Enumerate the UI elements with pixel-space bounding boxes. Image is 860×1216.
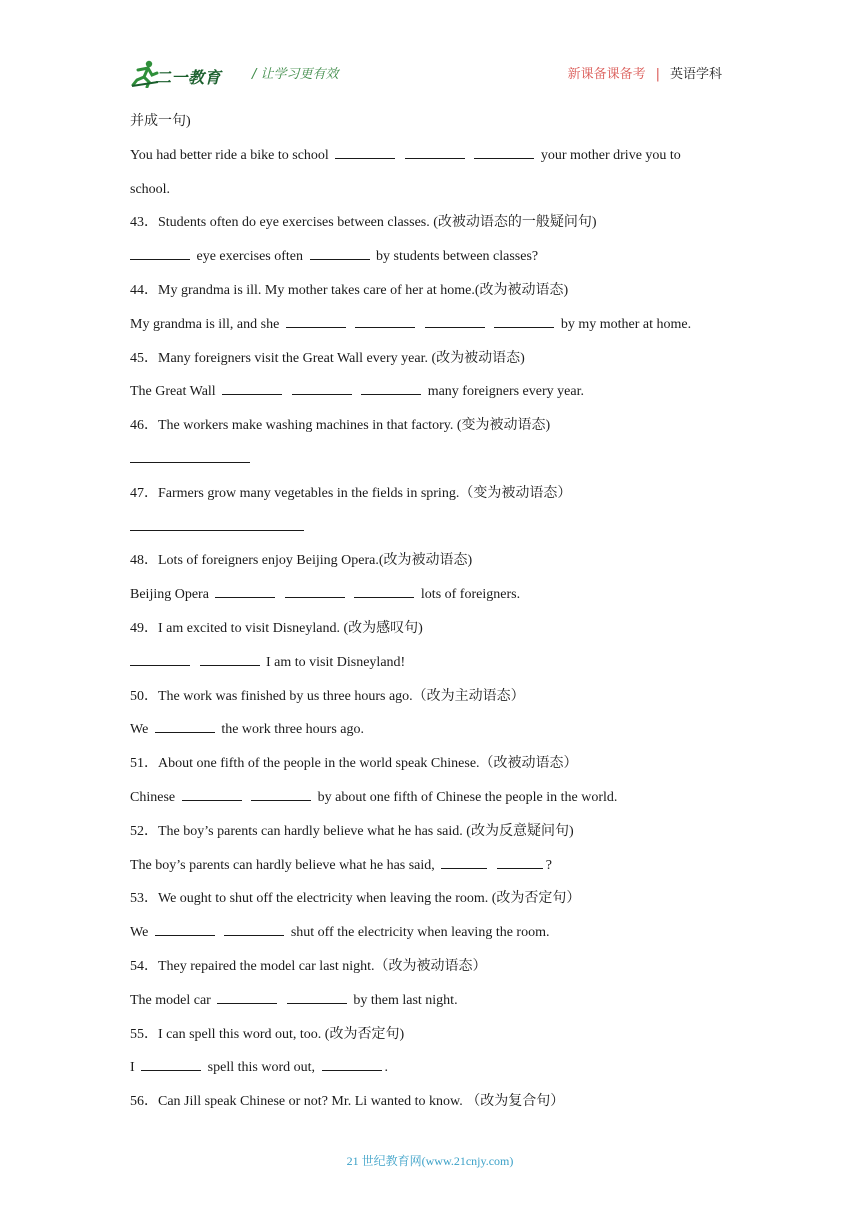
answer-suffix: by students between classes? [376, 249, 539, 265]
exercise-answer-line [130, 313, 730, 347]
question-54: 54．They repaired the model car last night.（改为被动语态） [130, 958, 487, 974]
question-50: 50．The work was finished by us three hours ago.（改为主动语态） [130, 688, 525, 704]
exercise-answer-line [130, 448, 730, 482]
answer-blank[interactable] [405, 144, 465, 159]
exercise-answer-line [130, 380, 730, 414]
answer-blank[interactable] [285, 583, 345, 598]
question-48: 48．Lots of foreigners enjoy Beijing Opera.(改为被动语态) [130, 553, 473, 569]
answer-blank[interactable] [355, 313, 415, 328]
header-course-label: 新课备课备考 [567, 67, 646, 82]
answer-blank[interactable] [354, 583, 414, 598]
header-subject [568, 63, 722, 82]
header-subject-label: 英语学科 [669, 67, 722, 82]
answer-middle: spell this word out, [207, 1060, 316, 1076]
answer-prefix: My grandma is ill, and she [130, 316, 280, 332]
exercise-answer-line [130, 786, 730, 820]
question-56: 56．Can Jill speak Chinese or not? Mr. Li wanted to know. （改为复合句） [130, 1094, 565, 1110]
exercise-answer-line [130, 989, 730, 1023]
exercise-answer-line [130, 651, 730, 685]
answer-blank[interactable] [474, 144, 534, 159]
answer-blank[interactable] [425, 313, 485, 328]
page-footer: 21 世纪教育网(www.21cnjy.com) [346, 1154, 514, 1168]
exercise-answer-line [130, 516, 730, 550]
exercise-text: 并成一句) [130, 114, 191, 129]
answer-suffix: . [384, 1060, 389, 1076]
answer-prefix: Beijing Opera [130, 587, 209, 603]
question-51: 51．About one fifth of the people in the world speak Chinese.（改被动语态） [130, 756, 578, 772]
answer-blank[interactable] [130, 245, 190, 260]
answer-blank[interactable] [130, 448, 250, 463]
logo-text: 二一教育 [155, 68, 222, 87]
answer-blank[interactable] [155, 921, 215, 936]
answer-suffix: I am to visit Disneyland! [266, 654, 406, 670]
exercise-answer-line [130, 245, 730, 279]
answer-blank[interactable] [310, 245, 370, 260]
answer-prefix: We [130, 722, 149, 738]
exercise-answer-line [130, 854, 730, 888]
question-45: 45．Many foreigners visit the Great Wall every year. (改为被动语态) [130, 350, 525, 366]
page-header [130, 58, 730, 88]
answer-prefix: We [130, 925, 149, 941]
answer-prefix: The boy’s parents can hardly believe what he has said, [130, 857, 435, 873]
question-43: 43．Students often do eye exercises between classes. (改被动语态的一般疑问句) [130, 215, 597, 231]
answer-suffix: many foreigners every year. [427, 384, 584, 400]
answer-prefix: Chinese [130, 789, 176, 805]
answer-blank[interactable] [217, 989, 277, 1004]
answer-blank[interactable] [215, 583, 275, 598]
slogan: / 让学习更有效 [252, 67, 339, 82]
exercise-answer-line [130, 144, 730, 178]
answer-blank[interactable] [361, 380, 421, 395]
exercise-list [130, 110, 730, 1124]
exercise-answer-line [130, 583, 730, 617]
header-separator: | [655, 67, 660, 82]
answer-blank[interactable] [251, 786, 311, 801]
answer-blank[interactable] [130, 516, 304, 531]
answer-suffix: by them last night. [353, 992, 458, 1008]
answer-suffix: the work three hours ago. [221, 722, 364, 738]
question-52: 52．The boy’s parents can hardly believe what he has said. (改为反意疑问句) [130, 823, 574, 839]
question-46: 46．The workers make washing machines in that factory. (变为被动语态) [130, 418, 551, 434]
exercise-answer-line [130, 718, 730, 752]
answer-blank[interactable] [224, 921, 284, 936]
answer-blank[interactable] [155, 718, 215, 733]
answer-prefix: The Great Wall [130, 384, 216, 400]
exercise-answer-line [130, 921, 730, 955]
answer-suffix: shut off the electricity when leaving the room. [290, 925, 550, 941]
answer-prefix: You had better ride a bike to school [130, 147, 329, 163]
answer-suffix: your mother drive you to [540, 147, 681, 163]
question-44: 44．My grandma is ill. My mother takes care of her at home.(改为被动语态) [130, 282, 569, 298]
answer-suffix: ? [545, 857, 553, 873]
question-47: 47．Farmers grow many vegetables in the fields in spring.（变为被动语态） [130, 485, 572, 501]
answer-blank[interactable] [322, 1056, 382, 1071]
answer-blank[interactable] [130, 651, 190, 666]
answer-blank[interactable] [287, 989, 347, 1004]
answer-blank[interactable] [497, 854, 543, 869]
answer-suffix: by about one fifth of Chinese the people in the world. [317, 789, 618, 805]
answer-blank[interactable] [182, 786, 242, 801]
site-logo [130, 58, 242, 88]
answer-middle: eye exercises often [196, 249, 303, 265]
answer-prefix: The model car [130, 992, 211, 1008]
answer-blank[interactable] [141, 1056, 201, 1071]
question-49: 49．I am excited to visit Disneyland. (改为感叹句) [130, 620, 423, 636]
answer-blank[interactable] [335, 144, 395, 159]
answer-suffix: by my mother at home. [560, 316, 692, 332]
answer-blank[interactable] [494, 313, 554, 328]
exercise-text: school. [130, 181, 171, 197]
answer-blank[interactable] [286, 313, 346, 328]
exercise-answer-line [130, 1056, 730, 1090]
answer-blank[interactable] [441, 854, 487, 869]
answer-blank[interactable] [292, 380, 352, 395]
answer-blank[interactable] [200, 651, 260, 666]
answer-prefix: I [130, 1060, 135, 1076]
question-53: 53．We ought to shut off the electricity when leaving the room. (改为否定句） [130, 891, 581, 907]
answer-suffix: lots of foreigners. [420, 587, 521, 603]
answer-blank[interactable] [222, 380, 282, 395]
question-55: 55．I can spell this word out, too. (改为否定句) [130, 1026, 405, 1042]
